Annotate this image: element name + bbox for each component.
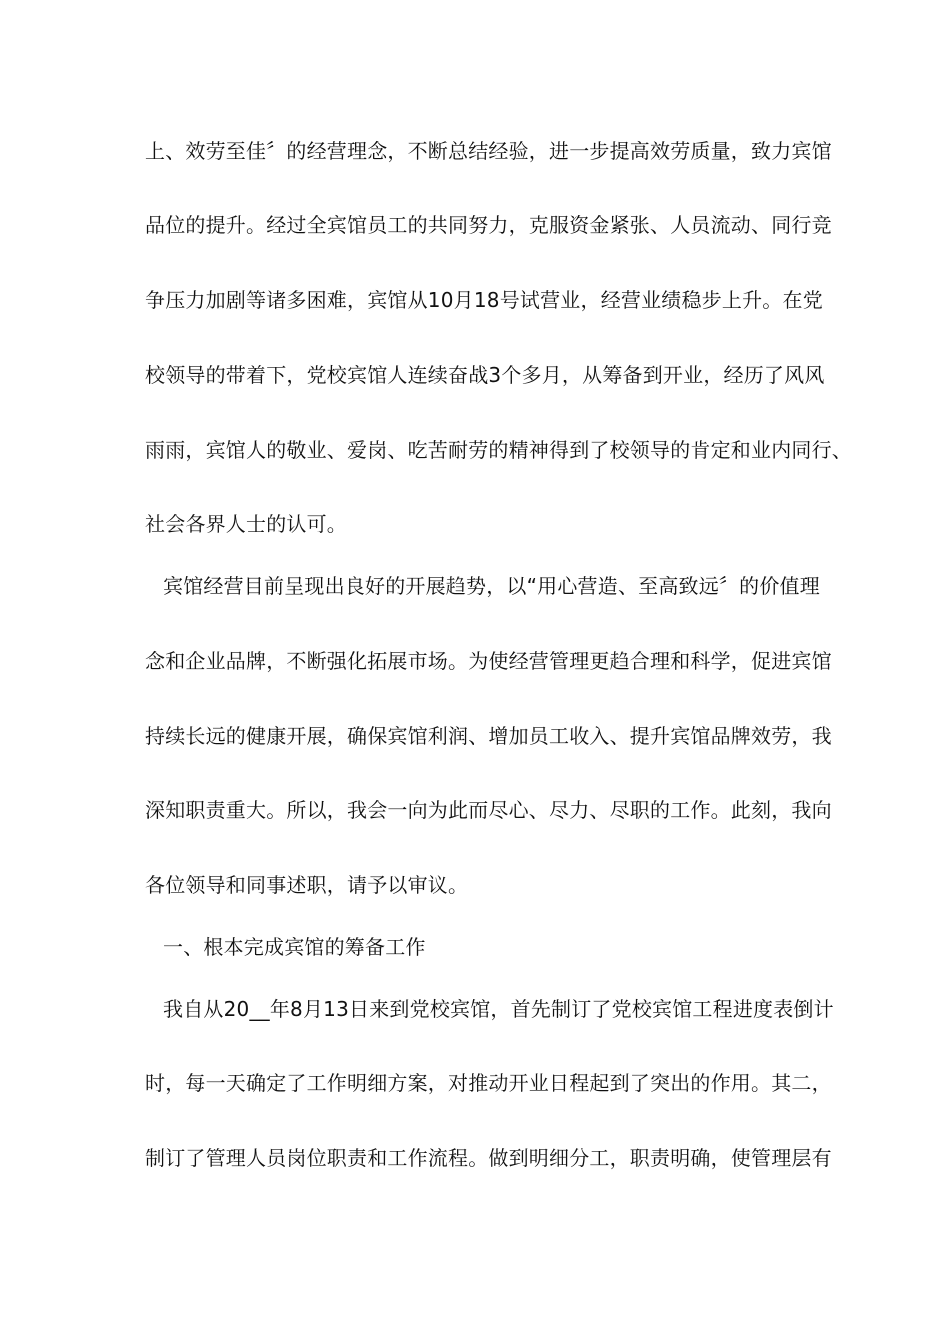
paragraph-line: 持续长远的健康开展，确保宾馆利润、增加员工收入、提升宾馆品牌效劳，我: [145, 724, 832, 748]
paragraph-line: 校领导的带着下，党校宾馆人连续奋战3个多月，从筹备到开业，经历了风风: [145, 363, 825, 387]
paragraph-line: 雨雨，宾馆人的敬业、爱岗、吃苦耐劳的精神得到了校领导的肯定和业内同行、: [145, 438, 852, 462]
paragraph-line: 品位的提升。经过全宾馆员工的共同努力，克服资金紧张、人员流动、同行竞: [145, 213, 832, 237]
paragraph-line: 念和企业品牌，不断强化拓展市场。为使经营管理更趋合理和科学，促进宾馆: [145, 649, 832, 673]
paragraph-line: 社会各界人士的认可。: [145, 512, 347, 536]
paragraph-line: 各位领导和同事述职，请予以审议。: [145, 873, 469, 897]
section-heading: 一、根本完成宾馆的筹备工作: [163, 935, 426, 959]
paragraph-line: 深知职责重大。所以，我会一向为此而尽心、尽力、尽职的工作。此刻，我向: [145, 798, 832, 822]
paragraph-line: 制订了管理人员岗位职责和工作流程。做到明细分工，职责明确，使管理层有: [145, 1146, 832, 1170]
paragraph-line: 我自从20__年8月13日来到党校宾馆，首先制订了党校宾馆工程进度表倒计: [163, 997, 834, 1021]
paragraph-line: 宾馆经营目前呈现出良好的开展趋势，以“用心营造、至高致远〞的价值理: [163, 574, 820, 598]
paragraph-line: 争压力加剧等诸多困难，宾馆从10月18号试营业，经营业绩稳步上升。在党: [145, 288, 823, 312]
paragraph-line: 时，每一天确定了工作明细方案，对推动开业日程起到了突出的作用。其二，: [145, 1071, 832, 1095]
paragraph-line: 上、效劳至佳〞的经营理念，不断总结经验，进一步提高效劳质量，致力宾馆: [145, 139, 832, 163]
